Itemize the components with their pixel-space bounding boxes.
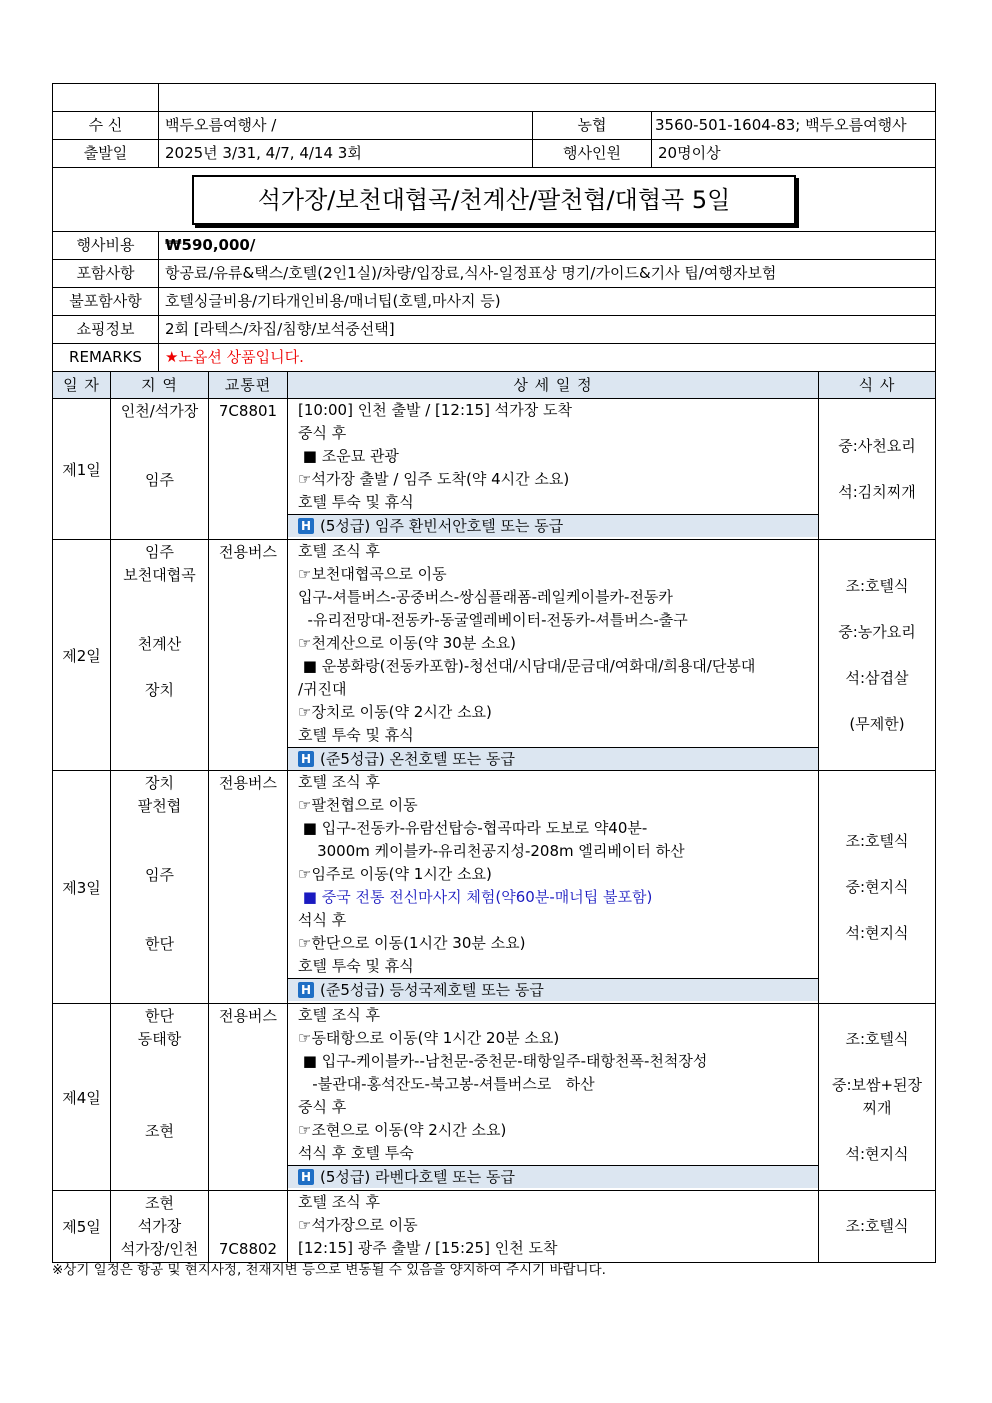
- excluded-value: 호텔싱글비용/기타개인비용/매너팁(호텔,마사지 등): [159, 288, 936, 316]
- meals-cell: [819, 1191, 936, 1263]
- schedule-line: ■ 조운묘 관광: [298, 447, 399, 465]
- schedule-line: ☞조현으로 이동(약 2시간 소요): [298, 1121, 507, 1139]
- hotel-name: (준5성급) 온천호텔 또는 동급: [320, 750, 515, 768]
- schedule-line: 석식 후: [298, 911, 347, 929]
- day-row: [53, 1004, 936, 1191]
- price-value: ₩590,000/: [159, 232, 936, 260]
- region-item: [112, 979, 207, 1002]
- hotel-line: [288, 1165, 818, 1188]
- meal-item: 조:호텔식: [845, 831, 909, 850]
- bank-account: 3560-501-1604-83; 백두오름여행사: [652, 112, 936, 140]
- hotel-icon: H: [298, 982, 314, 998]
- region-item: 팔천협: [137, 797, 182, 815]
- day-row: [53, 1191, 936, 1263]
- schedule-line: ☞팔천협으로 이동: [298, 796, 418, 814]
- col-transport: 교통편: [209, 372, 288, 399]
- schedule-line: ☞천계산으로 이동(약 30분 소요): [298, 634, 516, 652]
- transport-cell: [209, 1191, 288, 1263]
- region-cell: [111, 1004, 209, 1191]
- hotel-icon: H: [298, 1169, 314, 1185]
- page-title: 석가장/보천대협곡/천계산/팔천협/대협곡 5일: [192, 175, 796, 225]
- region-cell: [111, 771, 209, 1004]
- meal-item: 중:사천요리: [838, 436, 916, 455]
- detail-cell: [288, 1004, 819, 1191]
- excluded-row: [53, 288, 936, 316]
- meal-item: 중:농가요리: [838, 622, 916, 641]
- transport-cell: [209, 540, 288, 771]
- col-day: 일 자: [53, 372, 111, 399]
- day-row: [53, 399, 936, 540]
- group-size-label: 행사인원: [533, 140, 652, 168]
- schedule-line: 호텔 투숙 및 휴식: [298, 726, 414, 744]
- region-item: [112, 725, 207, 748]
- region-item: 천계산: [137, 635, 182, 653]
- price-row: [53, 232, 936, 260]
- transport-item: 7C8801: [218, 402, 278, 420]
- day-label: 제3일: [53, 771, 111, 1004]
- meals-cell: [819, 399, 936, 540]
- meal-item: 조:호텔식: [845, 576, 909, 595]
- detail-cell: [288, 771, 819, 1004]
- region-item: [112, 910, 207, 933]
- transport-item: 7C8802: [218, 1240, 278, 1258]
- remarks-label: REMARKS: [53, 344, 159, 372]
- schedule-line: 3000m 케이블카-유리천공지성-208m 엘리베이터 하산: [298, 842, 685, 860]
- schedule-line: 석식 후 호텔 투숙: [298, 1144, 414, 1162]
- region-item: [112, 1097, 207, 1120]
- col-meals: 식 사: [819, 372, 936, 399]
- meal-item: 석:현지식: [845, 923, 909, 942]
- schedule-line: 호텔 조식 후: [298, 1006, 380, 1024]
- region-item: 임주: [145, 471, 174, 489]
- region-item: [112, 1074, 207, 1097]
- shopping-value: 2회 [라텍스/차집/침향/보석중선택]: [159, 316, 936, 344]
- region-item: 임주: [145, 866, 174, 884]
- transport-item: 전용버스: [219, 774, 277, 792]
- region-item: 장치: [145, 681, 174, 699]
- schedule-line: ☞장치로 이동(약 2시간 소요): [298, 703, 492, 721]
- schedule-line: 호텔 조식 후: [298, 542, 380, 560]
- schedule-line: -불관대-홍석잔도-북고봉-셔틀버스로 하산: [298, 1075, 595, 1093]
- schedule-line: ☞보천대협곡으로 이동: [298, 565, 447, 583]
- schedule-line: 호텔 투숙 및 휴식: [298, 957, 414, 975]
- remarks-value: ★노옵션 상품입니다.: [159, 344, 936, 372]
- schedule-line: ☞동태항으로 이동(약 1시간 20분 소요): [298, 1029, 560, 1047]
- schedule-line: ■ 중국 전통 전신마사지 체험(약60분-매너팁 불포함): [298, 888, 653, 906]
- region-item: 조현: [145, 1122, 174, 1140]
- col-region: 지 역: [111, 372, 209, 399]
- schedule-line: 중식 후: [298, 424, 347, 442]
- day-label: 제4일: [53, 1004, 111, 1191]
- region-item: 임주: [145, 543, 174, 561]
- schedule-table: [52, 371, 936, 1263]
- region-item: [112, 515, 207, 538]
- region-item: [112, 1143, 207, 1166]
- schedule-line: ☞석가장 출발 / 임주 도착(약 4시간 소요): [298, 470, 570, 488]
- remarks-row: [53, 344, 936, 372]
- schedule-line: ■ 입구-케이블카--남천문-중천문-태항일주-태항천폭-천척장성: [298, 1052, 708, 1070]
- schedule-line: [10:00] 인천 출발 / [12:15] 석가장 도착: [298, 401, 572, 419]
- hotel-line: [288, 514, 818, 537]
- meals-cell: [819, 1004, 936, 1191]
- transport-item: 전용버스: [219, 543, 277, 561]
- hotel-name: (5성급) 임주 환빈서안호텔 또는 동급: [320, 517, 564, 535]
- region-item: [112, 423, 207, 446]
- region-item: 인천/석가장: [120, 402, 199, 420]
- meal-item: 석:김치찌개: [838, 482, 916, 501]
- bank-label: 농협: [533, 112, 652, 140]
- included-label: 포함사항: [53, 260, 159, 288]
- detail-cell: [288, 399, 819, 540]
- recipient-value: 백두오름여행사 /: [159, 112, 533, 140]
- transport-item: [210, 1192, 286, 1215]
- region-item: [112, 492, 207, 515]
- shopping-label: 쇼핑정보: [53, 316, 159, 344]
- hotel-name: (5성급) 라벤다호텔 또는 동급: [320, 1168, 515, 1186]
- schedule-line: ☞한단으로 이동(1시간 30분 소요): [298, 934, 526, 952]
- schedule-line: 호텔 조식 후: [298, 773, 380, 791]
- day-label: 제5일: [53, 1191, 111, 1263]
- departure-dates: 2025년 3/31, 4/7, 4/14 3회: [159, 140, 533, 168]
- hotel-name: (준5성급) 등성국제호텔 또는 동급: [320, 981, 544, 999]
- col-detail: 상 세 일 정: [288, 372, 819, 399]
- schedule-line: ☞석가장으로 이동: [298, 1216, 418, 1234]
- region-cell: [111, 540, 209, 771]
- transport-cell: [209, 399, 288, 540]
- meal-item: (무제한): [849, 714, 905, 733]
- region-item: [112, 446, 207, 469]
- region-cell: [111, 399, 209, 540]
- schedule-line: -유리전망대-전동카-동굴엘레베이터-전동카-셔틀버스-출구: [298, 611, 688, 629]
- region-item: [112, 841, 207, 864]
- meals-cell: [819, 540, 936, 771]
- region-item: 동태항: [137, 1030, 182, 1048]
- meal-item: 중:보쌈+된장: [831, 1076, 923, 1094]
- schedule-line: ■ 입구-전동카-유람선탑승-협곡따라 도보로 약40분-: [298, 819, 648, 837]
- schedule-line: 입구-셔틀버스-공중버스-쌍심플래폼-레일케이블카-전동카: [298, 588, 673, 606]
- region-item: 한단: [145, 935, 174, 953]
- day-label: 제2일: [53, 540, 111, 771]
- meal-item: 석:삼겹살: [845, 668, 909, 687]
- group-size-value: 20명이상: [652, 140, 936, 168]
- recipient-row: [53, 112, 936, 140]
- hotel-line: [288, 978, 818, 1001]
- footnote: ※상기 일정은 항공 및 현지사정, 천재지변 등으로 변동될 수 있음을 양지하여 주시기 바랍니다.: [52, 1262, 606, 1278]
- meal-item: 조:호텔식: [845, 1217, 909, 1235]
- region-item: [112, 1051, 207, 1074]
- meal-item: 찌개: [862, 1099, 892, 1117]
- transport-item: [210, 1215, 286, 1238]
- region-item: 보천대협곡: [123, 566, 196, 584]
- region-item: [112, 956, 207, 979]
- excluded-label: 불포함사항: [53, 288, 159, 316]
- schedule-header-row: [53, 372, 936, 399]
- day-row: [53, 540, 936, 771]
- schedule-line: ☞임주로 이동(약 1시간 소요): [298, 865, 492, 883]
- region-item: [112, 587, 207, 610]
- shopping-row: [53, 316, 936, 344]
- meal-item: 조:호텔식: [845, 1030, 909, 1048]
- schedule-line: 호텔 투숙 및 휴식: [298, 493, 414, 511]
- detail-cell: [288, 540, 819, 771]
- schedule-line: 호텔 조식 후: [298, 1193, 380, 1211]
- itinerary-document: [52, 83, 935, 1263]
- region-item: [112, 887, 207, 910]
- recipient-label: 수 신: [53, 112, 159, 140]
- region-item: [112, 702, 207, 725]
- hotel-icon: H: [298, 518, 314, 534]
- region-item: [112, 1166, 207, 1189]
- title-row: [53, 168, 936, 232]
- region-item: [112, 818, 207, 841]
- region-item: [112, 656, 207, 679]
- meal-item: 석:현지식: [845, 1145, 909, 1163]
- schedule-line: [12:15] 광주 출발 / [15:25] 인천 도착: [298, 1239, 558, 1257]
- region-item: 석가장: [137, 1217, 182, 1235]
- region-item: [112, 610, 207, 633]
- blank-row: [53, 84, 936, 112]
- region-item: 조현: [145, 1194, 174, 1212]
- schedule-line: ■ 운봉화랑(전동카포함)-청선대/시담대/문금대/여화대/희용대/단봉대: [298, 657, 756, 675]
- price-label: 행사비용: [53, 232, 159, 260]
- region-cell: [111, 1191, 209, 1263]
- day-row: [53, 771, 936, 1004]
- transport-item: 전용버스: [219, 1007, 277, 1025]
- meal-item: 중:현지식: [845, 877, 909, 896]
- region-item: 한단: [145, 1007, 174, 1025]
- included-row: [53, 260, 936, 288]
- included-value: 항공료/유류&택스/호텔(2인1실)/차량/입장료,식사-일정표상 명기/가이드&기사 팁/여행자보험: [159, 260, 936, 288]
- day-label: 제1일: [53, 399, 111, 540]
- detail-cell: [288, 1191, 819, 1263]
- region-item: 장치: [145, 774, 174, 792]
- transport-cell: [209, 771, 288, 1004]
- transport-cell: [209, 1004, 288, 1191]
- meals-cell: [819, 771, 936, 1004]
- departure-row: [53, 140, 936, 168]
- schedule-line: /귀진대: [298, 680, 347, 698]
- region-item: 석가장/인천: [120, 1240, 199, 1258]
- departure-label: 출발일: [53, 140, 159, 168]
- schedule-line: 중식 후: [298, 1098, 347, 1116]
- hotel-icon: H: [298, 751, 314, 767]
- hotel-line: [288, 747, 818, 770]
- header-table: [52, 83, 936, 372]
